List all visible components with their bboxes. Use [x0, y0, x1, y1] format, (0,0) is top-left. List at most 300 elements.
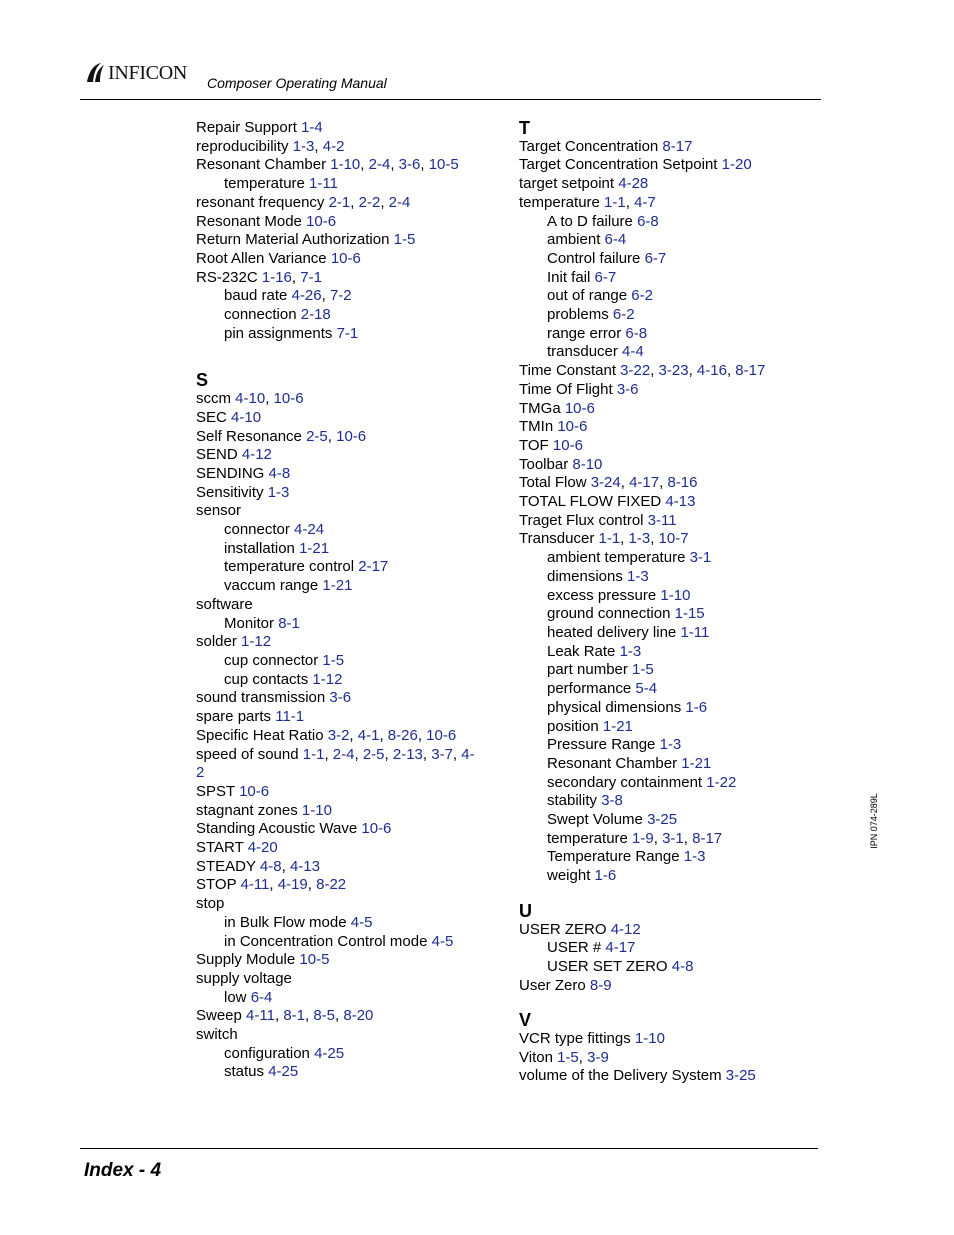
page-ref-link[interactable]: 7-1 [300, 268, 322, 286]
entry-term: A to D failure [547, 212, 633, 230]
page-ref-link[interactable]: 1-11 [680, 623, 710, 641]
index-entry: temperature 1-1, 4-7 [519, 193, 656, 211]
index-letter-heading: S [196, 370, 209, 391]
index-subentry [196, 325, 496, 344]
page-ref-link[interactable]: 3-6 [329, 689, 352, 707]
entry-term: pin assignments [224, 324, 333, 342]
index-subentry [519, 287, 819, 306]
index-entry: Time Constant 3-22, 3-23, 4-16, 8-17 [519, 362, 766, 380]
page-ref-link[interactable]: 4-1 [357, 726, 380, 744]
page-ref-link[interactable]: 3-23 [658, 362, 689, 380]
page-ref-link[interactable]: 8-22 [316, 876, 347, 894]
page-ref-link[interactable]: 3-25 [725, 1067, 756, 1085]
entry-term: resonant frequency [196, 193, 325, 211]
page-ref-link[interactable]: 4-17 [629, 474, 660, 492]
page-ref-link[interactable]: 6-8 [637, 212, 659, 230]
index-entry [196, 633, 496, 652]
page-ref-link[interactable]: 4-17 [605, 939, 636, 957]
index-subentry [196, 558, 496, 577]
page-ref-link[interactable]: 4-8 [671, 957, 694, 975]
index-entry: STOP 4-11, 4-19, 8-22 [196, 876, 347, 894]
page-ref-link[interactable]: 2-2 [358, 193, 381, 211]
index-subentry [519, 774, 819, 793]
page-ref-link[interactable]: 1-3 [292, 137, 315, 155]
entry-term: ground connection [547, 605, 671, 623]
page-ref-link[interactable]: 6-7 [594, 268, 617, 286]
page-ref-link[interactable]: 1-10 [301, 801, 332, 819]
index-letter-heading: V [519, 1010, 532, 1031]
page-ref-link[interactable]: 1-10 [330, 156, 361, 174]
entry-term: Resonant Chamber [196, 156, 327, 174]
page-ref-link[interactable]: 1-20 [721, 156, 752, 174]
index-subentry [519, 680, 819, 699]
page-ref-link[interactable]: 1-22 [706, 773, 737, 791]
index-subentry [519, 605, 819, 624]
entry-term: connection [224, 306, 297, 324]
page-ref-link[interactable]: 3-2 [327, 726, 350, 744]
page-ref-link[interactable]: 3-9 [587, 1048, 609, 1066]
page-ref-link[interactable]: 1-21 [602, 717, 633, 735]
entry-term: Pressure Range [547, 736, 656, 754]
page-ref-link[interactable]: 4-28 [618, 175, 649, 193]
index-subentry [519, 306, 819, 325]
index-subentry [519, 231, 819, 250]
entry-term: configuration [224, 1044, 310, 1062]
page-ref-link[interactable]: 2-5 [306, 427, 328, 445]
page-ref-link[interactable]: 1-21 [322, 577, 353, 595]
entry-term: SENDING [196, 464, 265, 482]
index-entry [196, 409, 496, 428]
entry-term: dimensions [547, 567, 623, 585]
page-ref-link[interactable]: 4-25 [268, 1063, 299, 1081]
entry-term: Return Material Authorization [196, 231, 390, 249]
entry-term: temperature [519, 193, 600, 211]
page-ref-link[interactable]: 6-4 [250, 988, 273, 1006]
page-ref-link[interactable]: 6-8 [625, 324, 648, 342]
entry-term: USER # [547, 939, 602, 957]
page-ref-link[interactable]: 2-4 [332, 745, 355, 763]
index-subentry [519, 848, 819, 867]
page-ref-link[interactable]: 1-5 [322, 651, 345, 669]
page-ref-link[interactable]: 1-3 [619, 642, 642, 660]
index-subentry [519, 568, 819, 587]
entry-term: Control failure [547, 249, 641, 267]
index-entry [196, 708, 496, 727]
page-ref-link[interactable]: 10-5 [299, 951, 330, 969]
page-ref-link[interactable]: 4-8 [259, 857, 282, 875]
entry-term: in Concentration Control mode [224, 932, 428, 950]
page-ref-link[interactable]: 1-15 [674, 605, 705, 623]
index-subentry [196, 1063, 496, 1082]
entry-term: Transducer [519, 530, 595, 548]
entry-term: stagnant zones [196, 801, 298, 819]
page-ref-link[interactable]: 10-6 [564, 399, 595, 417]
index-subentry [519, 549, 819, 568]
index-subentry [519, 811, 819, 830]
page-ref-link[interactable]: 1-4 [301, 119, 323, 136]
page-ref-link[interactable]: 1-11 [309, 175, 338, 193]
page-ref-link[interactable]: 4-25 [314, 1044, 345, 1062]
page-ref-link[interactable]: 1-10 [660, 586, 691, 604]
page-ref-link[interactable]: 4-5 [431, 932, 454, 950]
entry-term: transducer [547, 343, 618, 361]
page-ref-link[interactable]: 8-5 [313, 1007, 336, 1025]
entry-term: switch [196, 1026, 238, 1044]
page-ref-link[interactable]: 3-22 [620, 362, 651, 380]
entry-term: STEADY [196, 857, 256, 875]
entry-term: SEND [196, 446, 238, 464]
page-ref-link[interactable]: 2-1 [328, 193, 351, 211]
page-ref-link[interactable]: 2-18 [300, 306, 331, 324]
entry-term: Traget Flux control [519, 511, 644, 529]
index-entry: reproducibility 1-3, 4-2 [196, 137, 345, 155]
page-ref-link[interactable]: 10-6 [552, 436, 583, 454]
page-ref-link[interactable]: 6-2 [631, 287, 653, 305]
entry-term: part number [547, 661, 628, 679]
index-subentry [196, 615, 496, 634]
entry-term: Sweep [196, 1007, 242, 1025]
entry-term: solder [196, 633, 237, 651]
entry-term: RS-232C [196, 268, 258, 286]
page-ref-link[interactable]: 10-6 [557, 418, 588, 436]
page-ref-link[interactable]: 7-1 [336, 324, 359, 342]
entry-term: Supply Module [196, 951, 296, 969]
page-ref-link[interactable]: 1-6 [685, 698, 708, 716]
page-ref-link[interactable]: 10-6 [361, 820, 392, 838]
entry-term: ambient [547, 231, 601, 249]
index-letter-heading: U [519, 900, 532, 921]
entry-term: Root Allen Variance [196, 249, 327, 267]
page-ref-link[interactable]: 2-4 [368, 156, 391, 174]
logo-text: INFICON [108, 61, 188, 84]
page-ref-link[interactable]: 6-4 [604, 231, 627, 249]
entry-term: Resonant Chamber [547, 754, 678, 772]
index-subentry [519, 867, 819, 886]
index-entry: resonant frequency 2-1, 2-2, 2-4 [196, 193, 411, 211]
entry-term: Time Constant [519, 362, 616, 380]
entry-term: Time Of Flight [519, 380, 613, 398]
index-entry [196, 465, 496, 484]
page-ref-link[interactable]: 4-10 [235, 390, 266, 408]
entry-term: Specific Heat Ratio [196, 726, 324, 744]
index-entry [519, 512, 819, 531]
entry-term: Swept Volume [547, 811, 643, 829]
page-ref-link[interactable]: 8-26 [387, 726, 418, 744]
entry-term: vaccum range [224, 577, 319, 595]
entry-term: Total Flow [519, 474, 587, 492]
entry-term: volume of the Delivery System [519, 1067, 722, 1085]
page-ref-link[interactable]: 2-4 [388, 193, 411, 211]
index-subentry [196, 521, 496, 540]
page-number: Index - 4 [84, 1160, 162, 1181]
entry-term: secondary containment [547, 773, 703, 791]
index-subentry [196, 306, 496, 325]
entry-term: SEC [196, 408, 227, 426]
entry-term: sound transmission [196, 689, 326, 707]
index-subentry [519, 343, 819, 362]
page-ref-link[interactable]: 4-13 [665, 493, 696, 511]
index-subentry [196, 914, 496, 933]
page-ref-link[interactable]: 10-6 [306, 212, 337, 230]
entry-term: Init fail [547, 268, 591, 286]
page-ref-link[interactable]: 1-3 [659, 736, 682, 754]
page-ref-link[interactable]: 4-19 [277, 876, 308, 894]
page-ref-link[interactable]: 10-6 [239, 782, 270, 800]
page-ref-link[interactable]: 8-17 [692, 829, 723, 847]
page-ref-link[interactable]: 1-5 [557, 1048, 579, 1066]
page-ref-link[interactable]: 4-2 [322, 137, 345, 155]
entry-term: Repair Support [196, 119, 297, 136]
index-subentry [196, 540, 496, 559]
index-letter-heading: T [519, 118, 530, 138]
page-ref-link[interactable]: 4-7 [634, 193, 656, 211]
page-ref-link[interactable]: 8-1 [278, 614, 300, 632]
page-ref-link[interactable]: 3-7 [431, 745, 453, 763]
entry-term: out of range [547, 287, 628, 305]
page-ref-link[interactable]: 4-13 [289, 857, 320, 875]
index-entry [519, 456, 819, 475]
entry-term: sensor [196, 502, 242, 520]
index-entry [196, 820, 496, 839]
page-ref-link[interactable]: 4-2 [196, 745, 475, 782]
index-subentry [519, 958, 819, 977]
page-ref-link[interactable]: 6-7 [644, 249, 667, 267]
index-subentry [519, 661, 819, 680]
index-entry: Resonant Chamber 1-10, 2-4, 3-6, 10-5 [196, 156, 459, 174]
entry-term: heated delivery line [547, 623, 677, 641]
entry-term: ambient temperature [547, 549, 686, 567]
index-entry: Specific Heat Ratio 3-2, 4-1, 8-26, 10-6 [196, 726, 457, 744]
page-ref-link[interactable]: 3-11 [647, 511, 677, 529]
entry-term: TMGa [519, 399, 561, 417]
entry-term: problems [547, 306, 609, 324]
page-ref-link[interactable]: 8-1 [283, 1007, 305, 1025]
entry-term: speed of sound [196, 745, 299, 763]
entry-term: low [224, 988, 247, 1006]
page-ref-link[interactable]: 10-7 [658, 530, 689, 548]
index-entry: Viton 1-5, 3-9 [519, 1048, 609, 1066]
manual-title: Composer Operating Manual [207, 75, 387, 91]
page-ref-link[interactable]: 1-3 [683, 848, 706, 866]
index-column-left [196, 119, 496, 1082]
page-ref-link[interactable]: 1-12 [241, 633, 272, 651]
index-entry [519, 921, 819, 940]
entry-term: cup contacts [224, 670, 309, 688]
index-subentry [519, 213, 819, 232]
page-ref-link[interactable]: 3-24 [590, 474, 621, 492]
entry-term: connector [224, 521, 290, 539]
index-entry [196, 484, 496, 503]
entry-term: Toolbar [519, 455, 569, 473]
entry-term: performance [547, 680, 632, 698]
page-ref-link[interactable]: 4-5 [350, 913, 373, 931]
page-ref-link[interactable]: 10-6 [330, 249, 361, 267]
index-subentry [519, 736, 819, 755]
entry-term: temperature [224, 175, 305, 193]
index-entry [196, 596, 496, 615]
page-ref-link[interactable]: 3-8 [601, 792, 623, 810]
index-subentry [519, 718, 819, 737]
page-ref-link[interactable]: 10-6 [273, 390, 304, 408]
entry-term: Self Resonance [196, 427, 302, 445]
page-ref-link[interactable]: 8-16 [667, 474, 698, 492]
entry-term: temperature [547, 829, 628, 847]
page-ref-link[interactable]: 8-20 [343, 1007, 374, 1025]
index-subentry: temperature 1-9, 3-1, 8-17 [547, 829, 723, 847]
page-ref-link[interactable]: 3-1 [662, 829, 684, 847]
entry-term: range error [547, 324, 622, 342]
entry-term: cup connector [224, 651, 319, 669]
page-ref-link[interactable]: 4-26 [291, 287, 322, 305]
page-ref-link[interactable]: 1-21 [299, 539, 330, 557]
entry-term: Monitor [224, 614, 275, 632]
page-ref-link[interactable]: 1-5 [393, 231, 416, 249]
index-subentry [519, 624, 819, 643]
page-ref-link[interactable]: 2-13 [392, 745, 423, 763]
index-entry [196, 1026, 496, 1045]
entry-term: in Bulk Flow mode [224, 913, 347, 931]
page-ref-link[interactable]: 3-25 [647, 811, 678, 829]
page-ref-link[interactable]: 1-1 [598, 530, 621, 548]
page-ref-link[interactable]: 4-11 [246, 1007, 275, 1025]
entry-term: TOF [519, 436, 549, 454]
page-ref-link[interactable]: 4-24 [294, 521, 325, 539]
index-entry [519, 381, 819, 400]
entry-term: software [196, 595, 253, 613]
page-ref-link[interactable]: 3-6 [398, 156, 421, 174]
page-ref-link[interactable]: 8-17 [735, 362, 766, 380]
index-entry [519, 400, 819, 419]
index-entry [196, 446, 496, 465]
entry-term: spare parts [196, 708, 272, 726]
page-ref-link[interactable]: 7-2 [329, 287, 352, 305]
entry-term: TOTAL FLOW FIXED [519, 493, 662, 511]
page-header [0, 0, 954, 100]
page-ref-link[interactable]: 4-8 [268, 464, 291, 482]
index-entry: sccm 4-10, 10-6 [196, 390, 304, 408]
page-ref-link[interactable]: 4-11 [240, 876, 270, 894]
inficon-logo [84, 60, 187, 86]
page-ref-link[interactable]: 10-5 [428, 156, 459, 174]
page-ref-link[interactable]: 6-2 [612, 306, 635, 324]
entry-term: position [547, 717, 599, 735]
page-ref-link[interactable]: 4-10 [231, 408, 262, 426]
index-entry: Total Flow 3-24, 4-17, 8-16 [519, 474, 698, 492]
entry-term: weight [547, 867, 591, 885]
index-entry [519, 977, 819, 996]
index-entry [196, 783, 496, 802]
entry-term: START [196, 839, 244, 857]
page-ref-link[interactable]: 1-1 [604, 193, 626, 211]
index-entry: Self Resonance 2-5, 10-6 [196, 427, 367, 445]
index-entry [519, 138, 819, 157]
entry-term: excess pressure [547, 586, 657, 604]
index-entry [196, 119, 496, 138]
page-ref-link[interactable]: 8-17 [662, 137, 693, 155]
page-ref-link[interactable]: 1-3 [627, 567, 649, 585]
page-ref-link[interactable]: 8-10 [572, 455, 603, 473]
index-entry [196, 231, 496, 250]
page-ref-link[interactable]: 4-12 [241, 446, 272, 464]
entry-term: stability [547, 792, 598, 810]
page-ref-link[interactable]: 1-6 [594, 867, 617, 885]
index-subentry [196, 652, 496, 671]
page-ref-link[interactable]: 5-4 [635, 680, 658, 698]
entry-term: User Zero [519, 976, 586, 994]
entry-term: Leak Rate [547, 642, 616, 660]
index-entry [196, 839, 496, 858]
index-subentry [519, 250, 819, 269]
index-entry: RS-232C 1-16, 7-1 [196, 268, 322, 286]
page-ref-link[interactable]: 1-9 [632, 829, 654, 847]
page-ref-link[interactable]: 1-16 [261, 268, 292, 286]
page-ref-link[interactable]: 10-6 [336, 427, 367, 445]
index-entry [196, 970, 496, 989]
page-ref-link[interactable]: 4-12 [610, 920, 641, 938]
index-entry [196, 895, 496, 914]
entry-term: TMIn [519, 418, 554, 436]
index-entry [519, 156, 819, 175]
page-ref-link[interactable]: 1-3 [267, 483, 290, 501]
index-entry [196, 502, 496, 521]
index-entry [196, 250, 496, 269]
page-ref-link[interactable]: 1-5 [632, 661, 654, 679]
page-ref-link[interactable]: 1-12 [312, 670, 343, 688]
entry-term: stop [196, 895, 225, 913]
index-entry [196, 213, 496, 232]
page-ref-link[interactable]: 10-6 [426, 726, 457, 744]
index-subentry [196, 1045, 496, 1064]
entry-term: Standing Acoustic Wave [196, 820, 358, 838]
index-subentry: baud rate 4-26, 7-2 [224, 287, 352, 305]
index-column-right [519, 119, 819, 1086]
page-ref-link[interactable]: 2-17 [358, 558, 389, 576]
page-ref-link[interactable]: 1-21 [681, 754, 712, 772]
index-subentry [519, 792, 819, 811]
index-subentry [519, 939, 819, 958]
entry-term: installation [224, 539, 295, 557]
index-entry [519, 1030, 819, 1049]
inficon-mark-icon [84, 60, 106, 86]
page-ref-link[interactable]: 4-4 [622, 343, 644, 361]
entry-term: Temperature Range [547, 848, 680, 866]
page-ref-link[interactable]: 1-3 [628, 530, 651, 548]
page-ref-link[interactable]: 1-10 [634, 1030, 665, 1048]
ipn-label: IPN 074-289L [869, 793, 879, 849]
index-subentry [519, 643, 819, 662]
entry-term: USER ZERO [519, 920, 607, 938]
entry-term: USER SET ZERO [547, 957, 668, 975]
page-ref-link[interactable]: 2-5 [362, 745, 385, 763]
ipn-label-wrapper [869, 793, 884, 849]
index-subentry [196, 989, 496, 1008]
entry-term: Target Concentration [519, 137, 659, 155]
index-subentry [519, 755, 819, 774]
entry-term: target setpoint [519, 175, 615, 193]
entry-term: Viton [519, 1048, 553, 1066]
page-ref-link[interactable]: 4-16 [696, 362, 727, 380]
page-ref-link[interactable]: 8-9 [589, 976, 612, 994]
index-entry [196, 951, 496, 970]
entry-term: baud rate [224, 287, 288, 305]
index-entry [519, 1067, 819, 1086]
page-ref-link[interactable]: 1-1 [302, 745, 325, 763]
page-ref-link[interactable]: 3-6 [616, 380, 639, 398]
page-ref-link[interactable]: 4-20 [247, 839, 278, 857]
page-ref-link[interactable]: 3-1 [689, 549, 712, 567]
page-ref-link[interactable]: 11-1 [275, 708, 305, 726]
index-entry [196, 689, 496, 708]
